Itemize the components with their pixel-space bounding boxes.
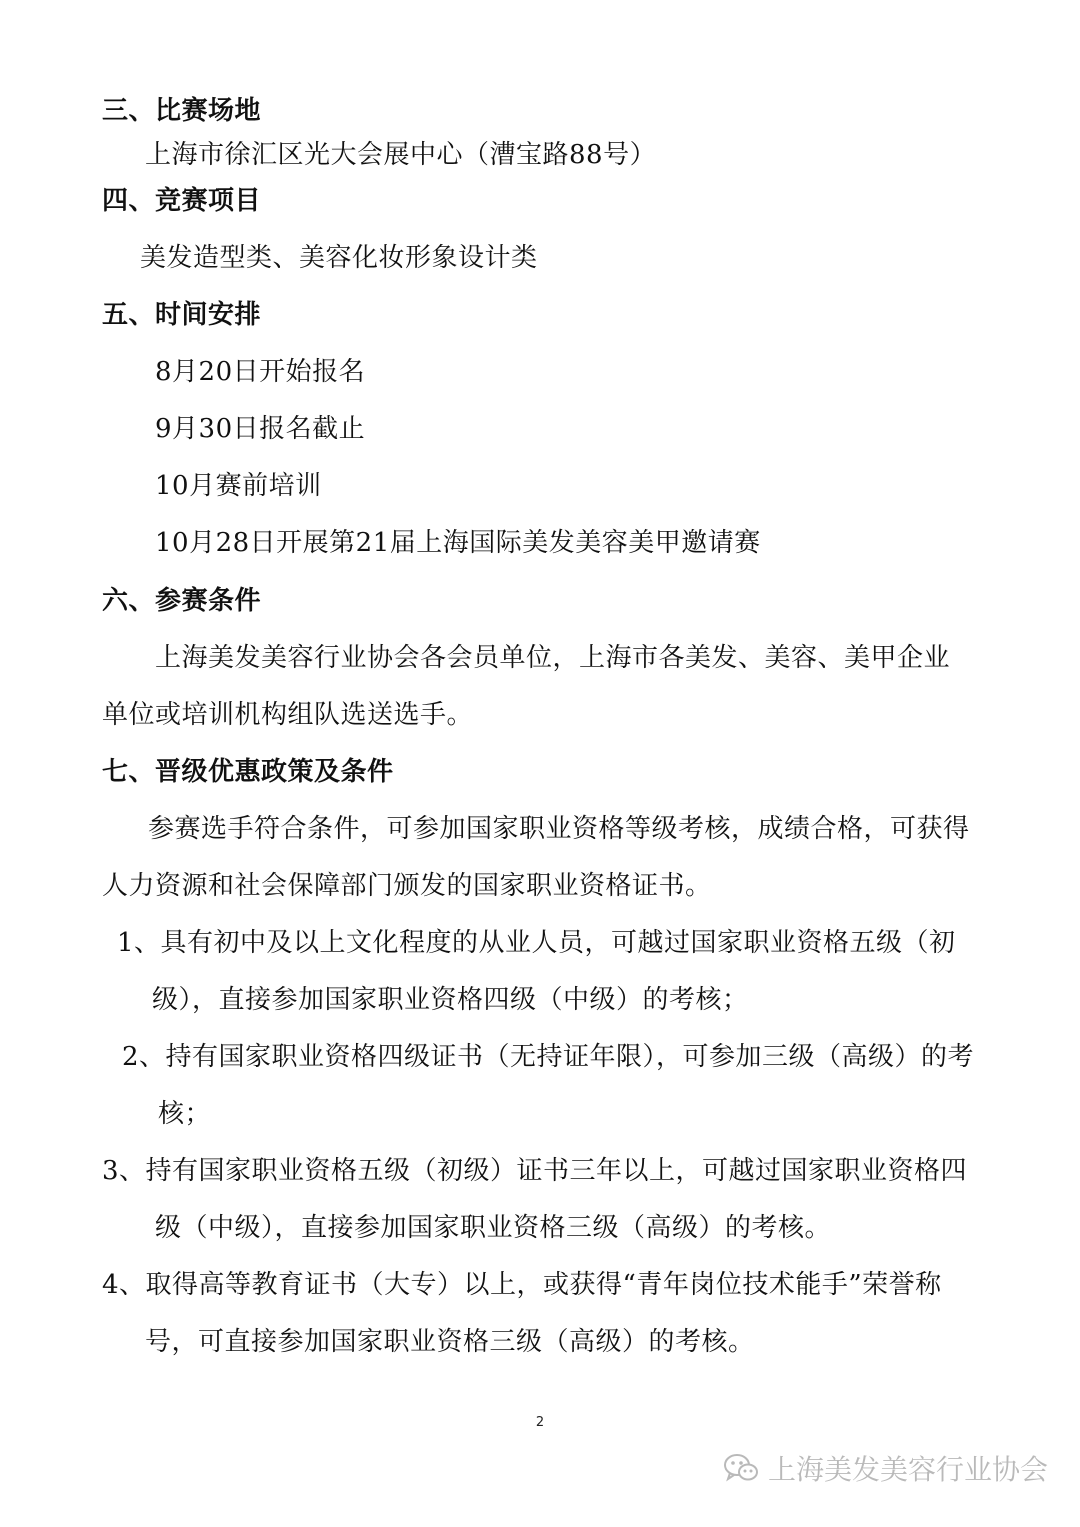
section-heading-items: 四、竞赛项目 — [102, 186, 262, 216]
section-heading-venue: 三、比赛场地 — [102, 96, 262, 126]
policy-item-line: 级（中级），直接参加国家职业资格三级（高级）的考核。 — [155, 1213, 832, 1243]
section-heading-policy: 七、晋级优惠政策及条件 — [102, 757, 394, 787]
policy-intro-line: 人力资源和社会保障部门颁发的国家职业资格证书。 — [102, 871, 712, 901]
watermark-text: 上海美发美容行业协会 — [767, 1453, 1048, 1486]
items-text: 美发造型类、美容化妆形象设计类 — [140, 243, 538, 273]
policy-item-line: 2、持有国家职业资格四级证书（无持证年限），可参加三级（高级）的考 — [122, 1042, 975, 1072]
policy-item-line: 级），直接参加国家职业资格四级（中级）的考核； — [152, 985, 749, 1015]
schedule-line: 10月赛前培训 — [155, 471, 322, 501]
policy-intro-line: 参赛选手符合条件，可参加国家职业资格等级考核，成绩合格，可获得 — [148, 814, 970, 844]
page-number: 2 — [535, 1415, 545, 1430]
watermark — [722, 1448, 1048, 1488]
policy-item-line: 1、具有初中及以上文化程度的从业人员，可越过国家职业资格五级（初 — [117, 928, 956, 958]
policy-item-line: 4、取得高等教育证书（大专）以上，或获得“青年岗位技术能手”荣誉称 — [102, 1270, 942, 1300]
conditions-text-line: 上海美发美容行业协会各会员单位，上海市各美发、美容、美甲企业 — [155, 643, 951, 673]
section-heading-schedule: 五、时间安排 — [102, 300, 262, 330]
policy-item-line: 核； — [158, 1099, 212, 1129]
schedule-line: 8月20日开始报名 — [155, 357, 366, 387]
policy-item-line: 号，可直接参加国家职业资格三级（高级）的考核。 — [145, 1327, 755, 1357]
conditions-text-line: 单位或培训机构组队选送选手。 — [102, 700, 474, 730]
policy-item-line: 3、持有国家职业资格五级（初级）证书三年以上，可越过国家职业资格四 — [102, 1156, 968, 1186]
section-heading-conditions: 六、参赛条件 — [102, 586, 262, 616]
schedule-line: 9月30日报名截止 — [155, 414, 366, 444]
schedule-line: 10月28日开展第21届上海国际美发美容美甲邀请赛 — [155, 528, 761, 558]
wechat-icon — [722, 1451, 760, 1485]
venue-text: 上海市徐汇区光大会展中心（漕宝路88号） — [145, 140, 657, 170]
